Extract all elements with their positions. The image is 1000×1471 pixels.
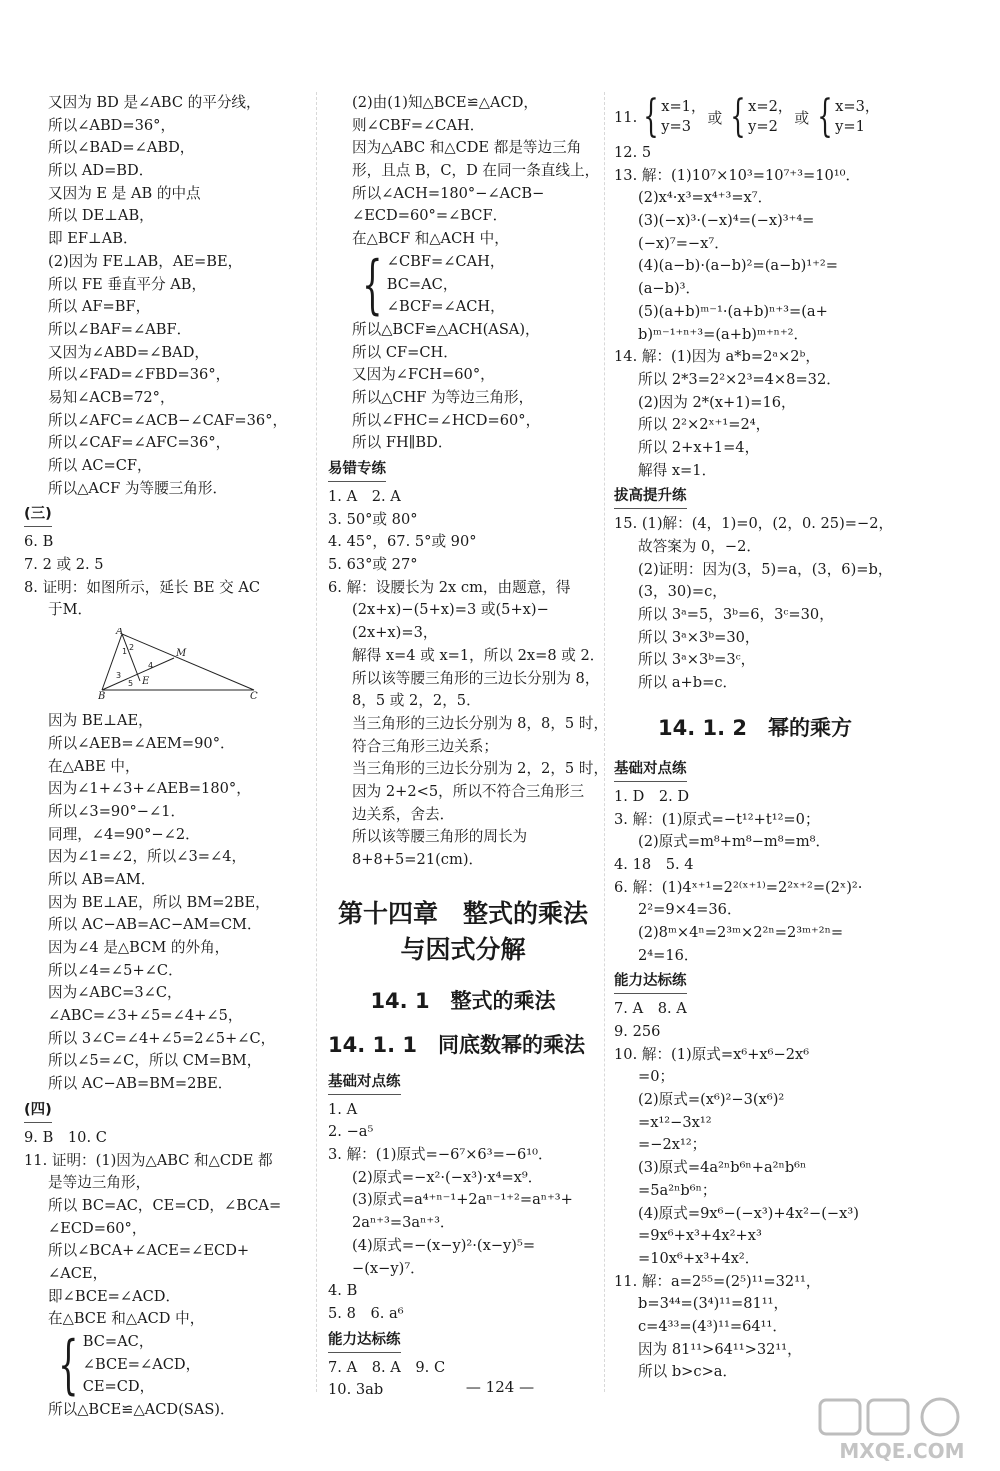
answer-line: 所以该等腰三角形的三边长分别为 8， (352, 669, 600, 687)
answer-line: 所以 CF=CH． (352, 343, 458, 361)
equation-line: x=2， (748, 98, 793, 115)
answer-line: 6. 解：(1)4ˣ⁺¹=2²⁽ˣ⁺¹⁾=2²ˣ⁺²=(2ˣ)²· (614, 878, 863, 896)
answer-line: 因为∠1=∠2，所以∠3=∠4， (48, 848, 247, 866)
label-b: B (98, 691, 106, 701)
section-heading: 易错专练 (328, 457, 386, 482)
watermark-logo (812, 1394, 992, 1464)
answer-block (614, 142, 984, 482)
equation-line: y=2 (748, 118, 778, 135)
answer-line: 14. 解：(1)因为 a*b=2ᵃ×2ᵇ， (614, 348, 820, 366)
answer-line: ∠BCE=∠ACD， (82, 1355, 201, 1373)
answer-line: 因为 BE⊥AE，所以 BM=2BE， (48, 893, 270, 911)
label-a: A (116, 628, 124, 638)
section-heading: 拔高提升练 (614, 484, 687, 509)
section-heading: (三) (24, 502, 52, 527)
answer-line: 所以 AC−AB=AC−AM=CM． (48, 916, 262, 934)
label-angle-4: 4 (148, 661, 154, 671)
answer-line: 所以 AB=AM． (48, 870, 156, 888)
answer-line: c=4³³=(4³)¹¹=64¹¹． (638, 1317, 787, 1335)
answer-number: 11. (614, 108, 638, 126)
equation-line: y=3 (661, 118, 691, 135)
answer-line: =x¹²−3x¹² (638, 1113, 712, 1131)
section-heading: 基础对点练 (328, 1070, 401, 1095)
answer-line: 即∠BCE=∠ACD． (48, 1287, 181, 1305)
answer-line: 所以 2+x+1=4， (638, 438, 760, 456)
page-number: — 124 — (465, 1378, 535, 1396)
answer-line: ∠ECD=60°， (48, 1219, 147, 1237)
answer-line: 5. 8 6. a⁶ (328, 1304, 404, 1322)
answer-line: (4)(a−b)·(a−b)²=(a−b)¹⁺²= (638, 257, 838, 275)
equation-system (328, 247, 598, 322)
answer-line: 5. 63°或 27° (328, 556, 418, 574)
answer-line: =0； (638, 1068, 675, 1086)
triangle-figure (98, 628, 312, 704)
answer-line: (a−b)³． (638, 280, 701, 298)
answer-line: 所以∠AEB=∠AEM=90°． (48, 734, 235, 752)
answer-line: BC=AC， (82, 1333, 154, 1350)
column-divider (316, 92, 317, 1392)
answer-block (24, 92, 312, 500)
answer-line: 形，且点 B，C，D 在同一条直线上， (352, 162, 600, 180)
answer-line: 7. A 8. A 9. C (328, 1358, 446, 1376)
chapter-title: 与因式分解 (400, 934, 526, 964)
answer-line: 因为∠1+∠3+∠AEB=180°， (48, 780, 251, 798)
answer-block (24, 531, 312, 622)
brace-symbol: { (643, 91, 659, 142)
answer-line: 所以△BCE≌△ACD(SAS)． (48, 1401, 235, 1419)
answer-line: (2x+x)−(5+x)=3 或(5+x)− (352, 601, 549, 619)
answer-line: 所以 AC=CF， (48, 457, 152, 474)
answer-line: 则∠CBF=∠CAH． (352, 116, 485, 134)
answer-line: 6. 解：设腰长为 2x cm，由题意，得 (328, 578, 571, 596)
answer-line: 所以 3ᵃ×3ᵇ=30， (638, 628, 760, 646)
answer-line: 所以 3ᵃ×3ᵇ=3ᶜ， (638, 651, 756, 669)
answer-line: 13. 解：(1)10⁷×10³=10⁷⁺³=10¹⁰． (614, 166, 861, 184)
answer-line: 2⁴=16． (638, 946, 699, 964)
answer-line: 1. D 2. D (614, 787, 690, 805)
answer-line: 所以∠BCA+∠ACE=∠ECD+ (48, 1242, 250, 1260)
answer-line: 8. 证明：如图所示，延长 BE 交 AC (24, 578, 261, 596)
answer-line: 当三角形的三边长分别为 8，8，5 时， (352, 714, 609, 732)
answer-line: 所以∠ABD=36°， (48, 116, 176, 134)
answer-line: 因为△ABC 和△CDE 都是等边三角 (352, 139, 582, 157)
subsection-title: 14. 1. 1 同底数幂的乘法 (328, 1032, 586, 1057)
brace-symbol: { (817, 91, 833, 142)
column-middle (328, 92, 609, 1402)
side-ab (102, 634, 122, 690)
answer-block (614, 513, 984, 695)
answer-line: 所以∠AFC=∠ACB−∠CAF=36°， (48, 411, 288, 429)
answer-line: 3. 解：(1)原式=−t¹²+t¹²=0； (614, 810, 820, 828)
answer-line: ∠CBF=∠CAH， (386, 252, 505, 270)
equation-line: y=1 (835, 118, 865, 135)
answer-line: 因为 BE⊥AE， (48, 712, 153, 730)
label-angle-3: 3 (116, 671, 122, 681)
answer-line: ∠ECD=60°=∠BCF． (352, 207, 508, 225)
answer-line: (3)原式=a⁴⁺ⁿ⁻¹+2aⁿ⁻¹⁺²=aⁿ⁺³+ (352, 1191, 573, 1209)
answer-line: (2x+x)=3， (352, 624, 438, 642)
answer-line: (2)原式=m⁸+m⁸−m⁸=m⁸． (638, 833, 831, 851)
answer-line: 所以 AF=BF， (48, 298, 151, 316)
answer-line: 解得 x=4 或 x=1，所以 2x=8 或 2． (352, 646, 605, 664)
answer-line: (3，30)=c， (638, 583, 727, 601)
answer-line: 所以该等腰三角形的周长为 (352, 828, 528, 846)
answer-line: 又因为 BD 是∠ABC 的平分线， (48, 94, 261, 111)
answer-line: 所以△BCF≌△ACH(ASA)， (352, 320, 540, 338)
answer-line: 12. 5 (614, 144, 652, 161)
answer-line: (2)由(1)知△BCE≌△ACD， (352, 94, 539, 111)
answer-block (328, 319, 598, 455)
answer-line: 9. 256 (614, 1023, 661, 1040)
answer-line: 因为∠ABC=3∠C， (48, 984, 182, 1002)
label-angle-1: 1 (122, 647, 128, 657)
answer-line: 8，5 或 2，2，5． (352, 692, 481, 710)
chapter-title: 第十四章 整式的乘法 (337, 898, 588, 928)
answer-line: 2. −a⁵ (328, 1123, 374, 1141)
answer-line: 于M． (48, 601, 93, 619)
answer-line: 又因为 E 是 AB 的中点 (48, 184, 201, 202)
answer-line: 1. A (328, 1100, 358, 1118)
answer-line: 所以 AD=BD． (48, 162, 154, 180)
answer-line: 所以∠ACH=180°−∠ACB− (352, 184, 545, 202)
or-text: 或 (707, 109, 723, 127)
section-heading: (四) (24, 1098, 52, 1123)
answer-line: 解得 x=1． (638, 461, 717, 479)
answer-line: ∠BCF=∠ACH， (386, 298, 505, 316)
answer-line: =10x⁶+x³+4x²． (638, 1249, 760, 1267)
answer-line: (2)证明：因为(3，5)=a，(3，6)=b， (638, 560, 893, 578)
answer-line: (4)原式=9x⁶−(−x³)+4x²−(−x³) (638, 1204, 859, 1222)
answer-line: 所以∠BAD=∠ABD， (48, 139, 195, 157)
answer-block (24, 1127, 312, 1331)
section-heading: 能力达标练 (614, 969, 687, 994)
answer-line: 在△BCF 和△ACH 中， (352, 230, 509, 248)
label-e: E (142, 676, 150, 688)
answer-block (614, 786, 984, 968)
answer-line: 边关系，舍去． (352, 805, 455, 823)
answer-line: 所以 FH∥BD． (352, 434, 453, 452)
answer-line: 1. A 2. A (328, 488, 401, 505)
section-heading: 能力达标练 (328, 1328, 401, 1353)
equation-line: x=3， (835, 98, 880, 115)
answer-line: (3)(−x)³·(−x)⁴=(−x)³⁺⁴= (638, 212, 815, 230)
column-right (614, 92, 984, 1384)
answer-line: 7. 2 或 2. 5 (24, 556, 104, 574)
watermark-text: MXQE.COM (839, 1439, 965, 1463)
answer-line: (−x)⁷=−x⁷． (638, 234, 729, 252)
answer-line: 在△BCE 和△ACD 中， (48, 1310, 205, 1328)
label-angle-5: 5 (128, 679, 134, 689)
answer-line: 4. 45°，67. 5°或 90° (328, 533, 477, 551)
answer-line: 2aⁿ⁺³=3aⁿ⁺³． (352, 1214, 455, 1232)
answer-line: 所以 a+b=c． (638, 674, 738, 692)
answer-11-systems (614, 92, 984, 142)
answer-line: ∠ABC=∠3+∠5=∠4+∠5， (48, 1007, 243, 1025)
answer-line: 所以 DE⊥AB， (48, 207, 154, 225)
segment-ae (122, 634, 140, 681)
answer-line: 2²=9×4=36． (638, 901, 742, 919)
answer-line: (2)因为 2*(x+1)=16， (638, 393, 796, 411)
or-text: 或 (794, 109, 810, 127)
brace-symbol: { (58, 1328, 79, 1403)
answer-line: 3. 50°或 80° (328, 510, 418, 528)
answer-line: 所以 3ᵃ=5，3ᵇ=6，3ᶜ=30， (638, 606, 834, 624)
answer-line: 所以 FE 垂直平分 AB， (48, 275, 207, 293)
answer-line: 15. (1)解：(4，1)=0，(2，0. 25)=−2， (614, 515, 894, 533)
answer-line: 3. 解：(1)原式=−6⁷×6³=−6¹⁰． (328, 1146, 553, 1164)
equation-line: x=1， (661, 98, 706, 115)
answer-line: 所以 2*3=2²×2³=4×8=32． (638, 370, 841, 388)
answer-line: 10. 解：(1)原式=x⁶+x⁶−2x⁶ (614, 1045, 810, 1063)
answer-line: 同理，∠4=90°−∠2． (48, 825, 200, 843)
answer-line: =−2x¹²； (638, 1136, 707, 1154)
answer-line: (2)8ᵐ×4ⁿ=2³ᵐ×2²ⁿ=2³ᵐ⁺²ⁿ= (638, 923, 844, 941)
brace-symbol: { (730, 91, 746, 142)
answer-line: 所以 2²×2ˣ⁺¹=2⁴， (638, 416, 771, 434)
answer-line: 6. B (24, 533, 54, 551)
subsection-title: 14. 1. 2 幂的乘方 (658, 715, 853, 740)
label-c: C (250, 691, 258, 701)
answer-line: 因为 81¹¹>64¹¹>32¹¹， (638, 1340, 802, 1358)
answer-line: (2)原式=−x²·(−x³)·x⁴=x⁹． (352, 1168, 543, 1186)
answer-line: 所以 3∠C=∠4+∠5=2∠5+∠C， (48, 1029, 276, 1047)
answer-block (614, 998, 984, 1384)
answer-line: 符合三角形三边关系； (352, 737, 498, 755)
answer-line: 所以∠3=90°−∠1． (48, 802, 186, 820)
answer-block (328, 1099, 598, 1326)
label-m: M (176, 648, 187, 660)
answer-line: (3)原式=4a²ⁿb⁶ⁿ+a²ⁿb⁶ⁿ (638, 1159, 807, 1177)
answer-line: 因为∠4 是△BCM 的外角， (48, 939, 230, 956)
answer-line: ∠ACE， (48, 1264, 108, 1282)
answer-line: 9. B 10. C (24, 1128, 107, 1146)
answer-line: (4)原式=−(x−y)²·(x−y)⁵= (352, 1236, 536, 1254)
answer-line: CE=CD， (82, 1378, 155, 1396)
answer-line: b)ᵐ⁻¹⁺ⁿ⁺³=(a+b)ᵐ⁺ⁿ⁺²． (638, 325, 809, 343)
answer-line: 4. B (328, 1282, 358, 1300)
answer-line: 易知∠ACB=72°， (48, 388, 175, 406)
answer-line: 所以△CHF 为等边三角形， (352, 388, 534, 406)
answer-line: 8+8+5=21(cm)． (352, 851, 484, 868)
answer-line: 4. 18 5. 4 (614, 855, 694, 873)
section-heading: 基础对点练 (614, 757, 687, 782)
answer-line: 11. 解：a=2⁵⁵=(2⁵)¹¹=32¹¹， (614, 1272, 821, 1290)
answer-line: (5)(a+b)ᵐ⁻¹·(a+b)ⁿ⁺³=(a+ (638, 302, 828, 320)
answer-line: 所以∠FHC=∠HCD=60°， (352, 411, 541, 429)
answer-line: b=3⁴⁴=(3⁴)¹¹=81¹¹， (638, 1295, 789, 1313)
answer-line: =5a²ⁿb⁶ⁿ； (638, 1181, 717, 1199)
answer-line: 所以∠BAF=∠ABF． (48, 320, 192, 338)
label-angle-2: 2 (129, 643, 135, 653)
answer-line: 所以∠CAF=∠AFC=36°， (48, 434, 231, 452)
answer-line: (2)因为 FE⊥AB，AE=BE， (48, 252, 243, 270)
answer-line: 故答案为 0，−2． (638, 538, 761, 555)
answer-line: −(x−y)⁷． (352, 1259, 425, 1277)
brace-symbol: { (362, 247, 383, 322)
answer-line: 7. A 8. A (614, 1000, 687, 1018)
answer-line: (2)x⁴·x³=x⁴⁺³=x⁷． (638, 189, 773, 207)
answer-line: =9x⁶+x³+4x²+x³ (638, 1227, 762, 1245)
answer-line: 是等边三角形， (48, 1174, 151, 1192)
answer-line: 所以 AC−AB=BM=2BE． (48, 1075, 233, 1093)
column-left (24, 92, 312, 1422)
answer-line: 所以 BC=AC，CE=CD，∠BCA= (48, 1196, 282, 1214)
answer-line: 因为 2+2<5，所以不符合三角形三 (352, 782, 585, 800)
answer-line: (2)原式=(x⁶)²−3(x⁶)² (638, 1091, 785, 1109)
answer-line: BC=AC， (386, 275, 458, 293)
answer-line: 所以∠4=∠5+∠C． (48, 961, 183, 979)
answer-line: 当三角形的三边长分别为 2，2，5 时， (352, 760, 609, 778)
answer-line: 所以∠FAD=∠FBD=36°， (48, 366, 231, 384)
section-title: 14. 1 整式的乘法 (370, 988, 556, 1013)
answer-line: 所以△ACF 为等腰三角形． (48, 479, 228, 497)
answer-block (24, 710, 312, 1096)
answer-line: 所以∠5=∠C，所以 CM=BM， (48, 1052, 262, 1070)
answer-block (328, 92, 598, 251)
column-divider (604, 92, 605, 1392)
segment-bm (102, 658, 174, 690)
answer-line: 即 EF⊥AB． (48, 230, 138, 248)
answer-line: 10. 3ab (328, 1381, 384, 1399)
answer-line: 所以 b>c>a． (638, 1363, 738, 1381)
answer-block (328, 486, 609, 872)
answer-line: 又因为∠FCH=60°， (352, 366, 495, 384)
answer-line: 又因为∠ABD=∠BAD， (48, 343, 209, 361)
answer-line: 11. 证明：(1)因为△ABC 和△CDE 都 (24, 1151, 273, 1169)
answer-line: 在△ABE 中， (48, 757, 140, 775)
